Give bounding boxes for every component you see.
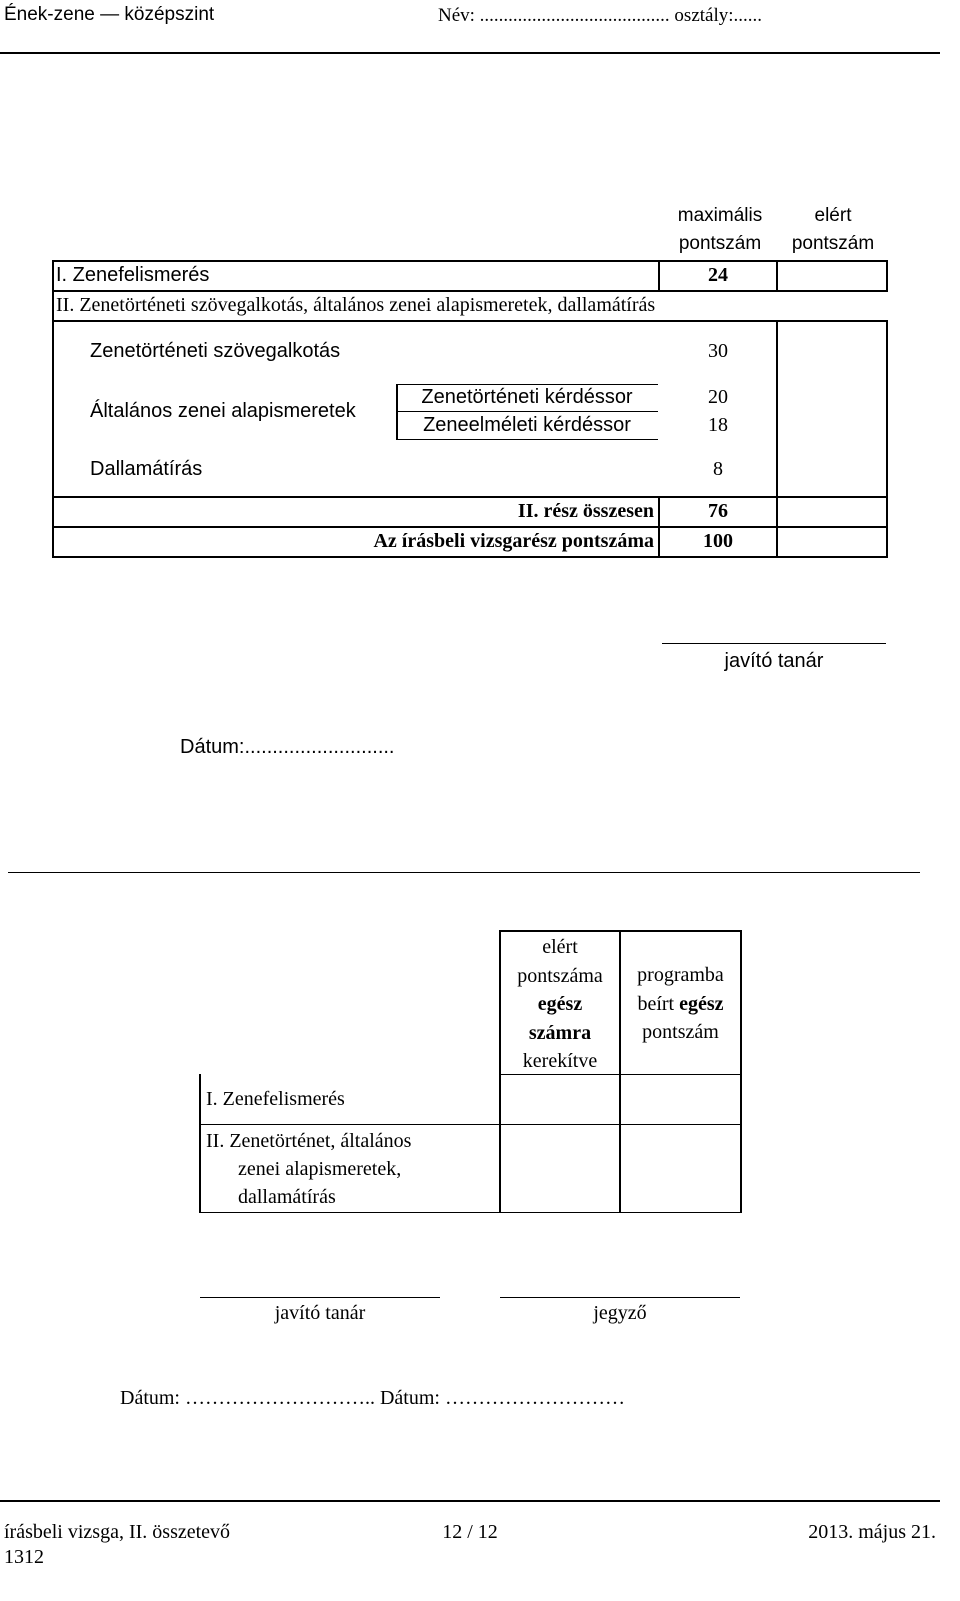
header-subject: Ének-zene — középszint: [4, 4, 215, 25]
row4-sub-top-line: [396, 384, 658, 385]
table-row1-bottom: [52, 290, 888, 292]
t2-top-line: [499, 930, 742, 932]
t2-row2-label: II. Zenetörténet, általános zenei alapismeretek, dallamátírás: [206, 1130, 412, 1208]
row3-max: 30: [708, 340, 728, 362]
footer-divider: [0, 1500, 940, 1502]
row4-sub1-max: 20: [708, 386, 728, 408]
t2-row1-label: I. Zenefelismerés: [206, 1088, 345, 1110]
section-divider: [8, 872, 920, 873]
total-all-achieved-box[interactable]: [776, 526, 888, 558]
t2-col1-header: elért pontszáma egész számra kerekítve: [517, 936, 603, 1072]
notary-signature-label: jegyző: [593, 1302, 647, 1324]
totals-top-line: [52, 496, 888, 498]
row4-sub1-label: Zenetörténeti kérdéssor: [421, 386, 633, 408]
row4-sub2-label: Zeneelméleti kérdéssor: [423, 414, 631, 436]
t2-row1-rounded-cell[interactable]: [501, 1075, 619, 1124]
teacher-signature-label: javító tanár: [724, 650, 824, 672]
t2-right-line: [740, 930, 742, 1213]
row4-label: Általános zenei alapismeretek: [90, 400, 356, 422]
footer-left: írásbeli vizsga, II. összetevő: [4, 1521, 231, 1543]
achieved-col-left-line: [776, 320, 778, 496]
totals-bottom-line: [52, 556, 888, 558]
total-all-label: Az írásbeli vizsgarész pontszáma: [373, 530, 654, 552]
t2-col2-header: programba beírt egész pontszám: [637, 964, 724, 1043]
t2-row2-rounded-cell[interactable]: [501, 1125, 619, 1212]
row5-max: 8: [713, 458, 723, 480]
total2-achieved-box[interactable]: [776, 496, 888, 528]
t2-left-line: [199, 1074, 201, 1213]
achieved-col-right-line: [886, 320, 888, 496]
totals-mid-line: [52, 526, 888, 528]
notary-signature-line[interactable]: [500, 1297, 740, 1298]
row5-label: Dallamátírás: [90, 458, 203, 480]
date-fields-2[interactable]: Dátum: ……………………….. Dátum: ………………………: [120, 1387, 625, 1409]
row1-max: 24: [708, 264, 728, 286]
row1-achieved-box[interactable]: [776, 260, 888, 292]
footer-page-number: 12 / 12: [442, 1521, 498, 1543]
total2-label: II. rész összesen: [517, 500, 654, 522]
max-points-header: maximális pontszám: [677, 205, 763, 254]
table-left-border: [52, 260, 54, 558]
row2-label: II. Zenetörténeti szövegalkotás, általános zenei alapismeretek, dallamátírás: [56, 294, 656, 316]
date-field-1[interactable]: Dátum:...........................: [180, 736, 395, 758]
footer-date: 2013. május 21.: [808, 1521, 936, 1543]
header-name-field: Név: ........................................ osztály:......: [438, 5, 763, 26]
footer-code: 1312: [4, 1546, 44, 1568]
teacher-signature-label-2: javító tanár: [274, 1302, 366, 1324]
row4-sub-mid-line: [396, 411, 658, 412]
teacher-signature-line[interactable]: [662, 643, 886, 644]
achieved-points-header: elért pontszám: [791, 205, 875, 254]
total2-max: 76: [708, 500, 728, 522]
t2-row1-entered-cell[interactable]: [621, 1075, 740, 1124]
row1-label: I. Zenefelismerés: [56, 264, 210, 286]
table-top-border: [52, 260, 888, 262]
teacher-signature-line-2[interactable]: [200, 1297, 440, 1298]
total-all-max: 100: [703, 530, 733, 552]
t2-bottom-line: [199, 1212, 742, 1213]
row4-sub-bottom-line: [396, 439, 658, 440]
row4-sub2-max: 18: [708, 414, 728, 436]
row3-label: Zenetörténeti szövegalkotás: [90, 340, 341, 362]
t2-row2-entered-cell[interactable]: [621, 1125, 740, 1212]
table-row2-bottom: [52, 320, 888, 322]
header-divider: [0, 52, 940, 54]
